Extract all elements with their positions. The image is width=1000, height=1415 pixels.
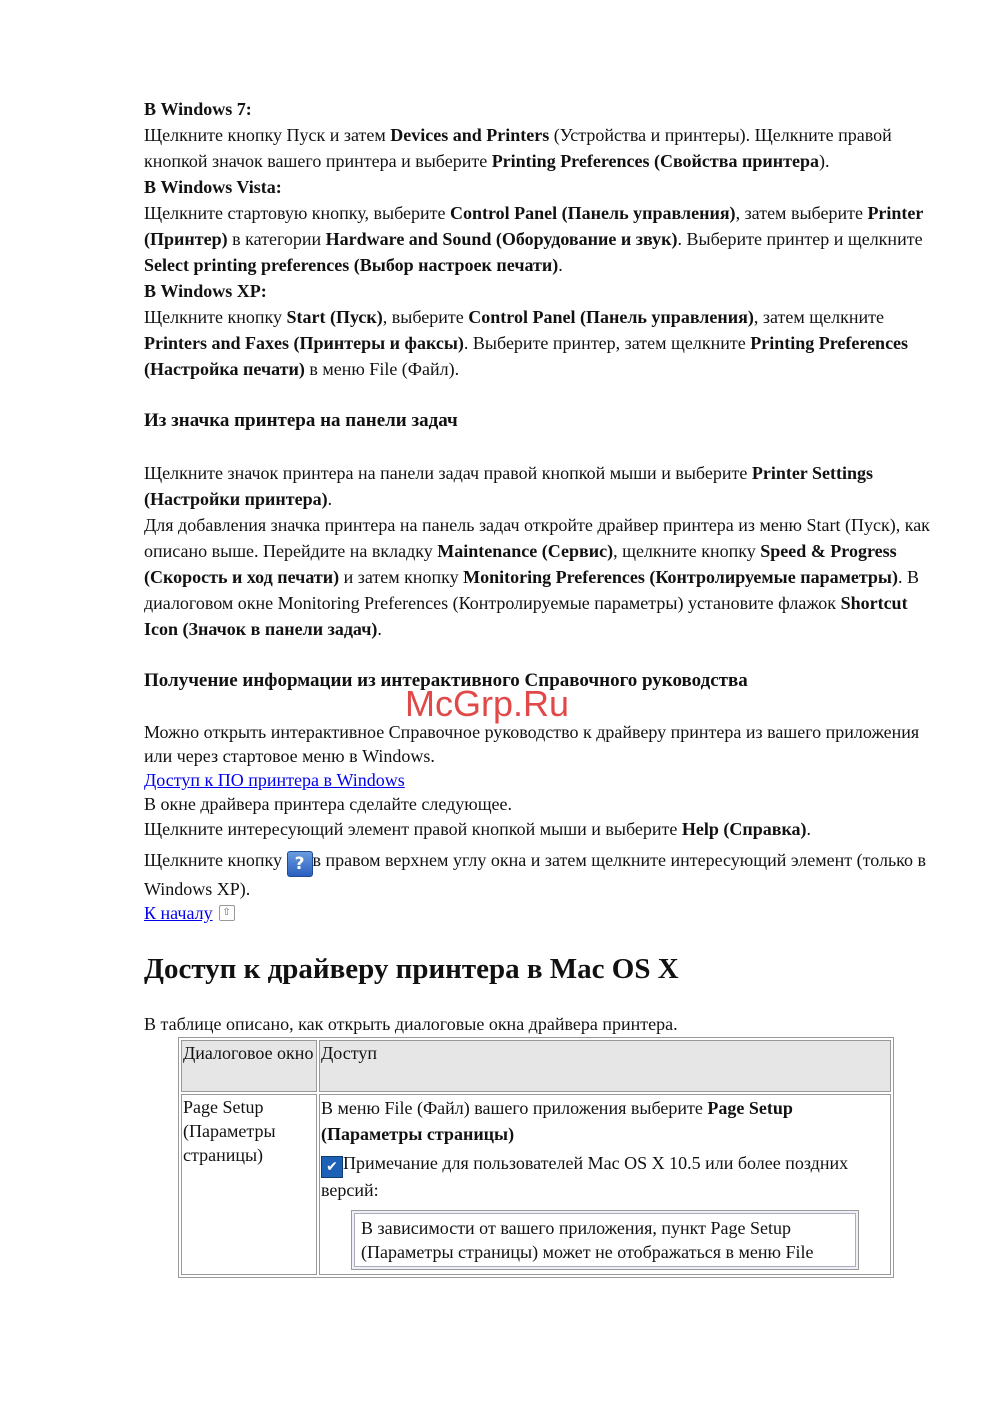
help-heading: Получение информации из интерактивного Справочного руководства (144, 670, 748, 691)
help-question-icon: ? (287, 851, 313, 877)
xp-section (144, 278, 944, 382)
win7-section (144, 96, 944, 174)
text: Щелкните кнопку Пуск и затем (144, 125, 391, 145)
text: Щелкните интересующий элемент правой кнопкой мыши и выберите (144, 819, 682, 839)
vista-section (144, 174, 944, 278)
table-row (181, 1094, 891, 1275)
text: ). (818, 151, 830, 171)
bold-term: Printers and Faxes (Принтеры и факсы) (144, 333, 464, 353)
note-label (321, 1151, 889, 1202)
bold-term: Control Panel (Панель управления) (449, 203, 736, 223)
text: , затем щелкните (753, 307, 884, 327)
text: . (327, 489, 333, 509)
bold-term: Hardware and Sound (Оборудование и звук) (325, 229, 678, 249)
text: Для добавления значка принтера на панель задач откройте драйвер принтера из меню Start (Пуск), как описано выше. Перейдите на вкладку (144, 515, 930, 561)
bold-term: Page Setup (Параметры страницы) (321, 1098, 793, 1144)
text: . Выберите принтер и щелкните (677, 229, 923, 249)
text: Щелкните стартовую кнопку, выберите (144, 203, 450, 223)
arrow-up-icon[interactable]: ⇧ (219, 905, 235, 921)
mac-dialog-table (178, 1037, 894, 1278)
bold-term: Printing Preferences (Настройка печати) (144, 333, 909, 379)
bold-term: Speed & Progress (Скорость и ход печати) (144, 541, 897, 587)
bold-term: Control Panel (Панель управления) (468, 307, 754, 327)
help-paragraph-3 (144, 816, 944, 842)
table-cell-access (319, 1094, 891, 1275)
xp-heading: В Windows XP: (144, 281, 267, 301)
windows-software-link[interactable]: Доступ к ПО принтера в Windows (144, 770, 405, 790)
text: В меню File (Файл) вашего приложения выберите (321, 1098, 708, 1118)
text: . (806, 819, 812, 839)
text: в категории (227, 229, 326, 249)
text: Щелкните кнопку (144, 307, 287, 327)
bold-term: Printing Preferences (Свойства принтера (491, 151, 819, 171)
bold-term: Devices and Printers (390, 125, 550, 145)
taskbar-paragraph-2 (144, 512, 944, 642)
help-link-line (144, 768, 944, 792)
bold-term: Start (Пуск) (286, 307, 383, 327)
watermark: McGrp.Ru (405, 683, 570, 724)
bold-term: Maintenance (Сервис) (437, 541, 614, 561)
access-instructions (321, 1095, 889, 1147)
document-page (144, 96, 944, 1278)
bold-term: Printer (Принтер) (144, 203, 924, 249)
text: в правом верхнем углу окна и затем щелкните интересующий элемент (только в Windows XP). (144, 850, 927, 899)
text: Примечание для пользователей Mac OS X 10.5 или более поздних версий: (321, 1153, 849, 1200)
back-to-top-line (144, 901, 944, 925)
text: . Выберите принтер, затем щелкните (463, 333, 751, 353)
note-text: В зависимости от вашего приложения, пункт Page Setup (Параметры страницы) может не отображаться в меню File (354, 1213, 856, 1267)
note-box (351, 1210, 859, 1270)
table-header-row (181, 1040, 891, 1092)
text: , щелкните кнопку (613, 541, 761, 561)
table-cell-dialog: Page Setup (Параметры страницы) (181, 1094, 317, 1275)
win7-heading: В Windows 7: (144, 99, 252, 119)
bold-term: Help (Справка) (681, 819, 807, 839)
back-to-top-link[interactable]: К началу (144, 903, 213, 923)
note-check-icon: ✔ (321, 1156, 343, 1178)
text: , выберите (382, 307, 469, 327)
mac-heading: Доступ к драйверу принтера в Mac OS X (144, 953, 679, 985)
mac-intro: В таблице описано, как открыть диалоговые окна драйвера принтера. (144, 1014, 678, 1034)
help-paragraph-2: В окне драйвера принтера сделайте следующее. (144, 794, 513, 814)
text: , затем выберите (735, 203, 868, 223)
text: . (377, 619, 382, 639)
taskbar-heading: Из значка принтера на панели задач (144, 410, 458, 431)
text: . В диалоговом окне Monitoring Preferences (Контролируемые параметры) установите флажок (144, 567, 919, 613)
text: (Устройства и принтеры). Щелкните правой кнопкой значок вашего принтера и выберите (144, 125, 892, 171)
text: . (558, 255, 563, 275)
bold-term: Select printing preferences (Выбор настроек печати) (144, 255, 559, 275)
bold-term: Shortcut Icon (Значок в панели задач) (144, 593, 908, 639)
text: в меню File (Файл). (304, 359, 460, 379)
vista-heading: В Windows Vista: (144, 177, 282, 197)
bold-term: Printer Settings (Настройки принтера) (144, 463, 873, 509)
help-paragraph-1: Можно открыть интерактивное Справочное руководство к драйверу принтера из вашего приложения или через стартовое меню в Windows. (144, 722, 920, 766)
text: Щелкните кнопку (144, 850, 287, 870)
help-paragraph-4 (144, 848, 944, 901)
bold-term: Monitoring Preferences (Контролируемые параметры) (463, 567, 898, 587)
text: и затем кнопку (339, 567, 464, 587)
text: Щелкните значок принтера на панели задач правой кнопкой мыши и выберите (144, 463, 752, 483)
table-header-access: Доступ (319, 1040, 891, 1092)
table-header-dialog: Диалоговое окно (181, 1040, 317, 1092)
taskbar-paragraph-1 (144, 460, 944, 512)
